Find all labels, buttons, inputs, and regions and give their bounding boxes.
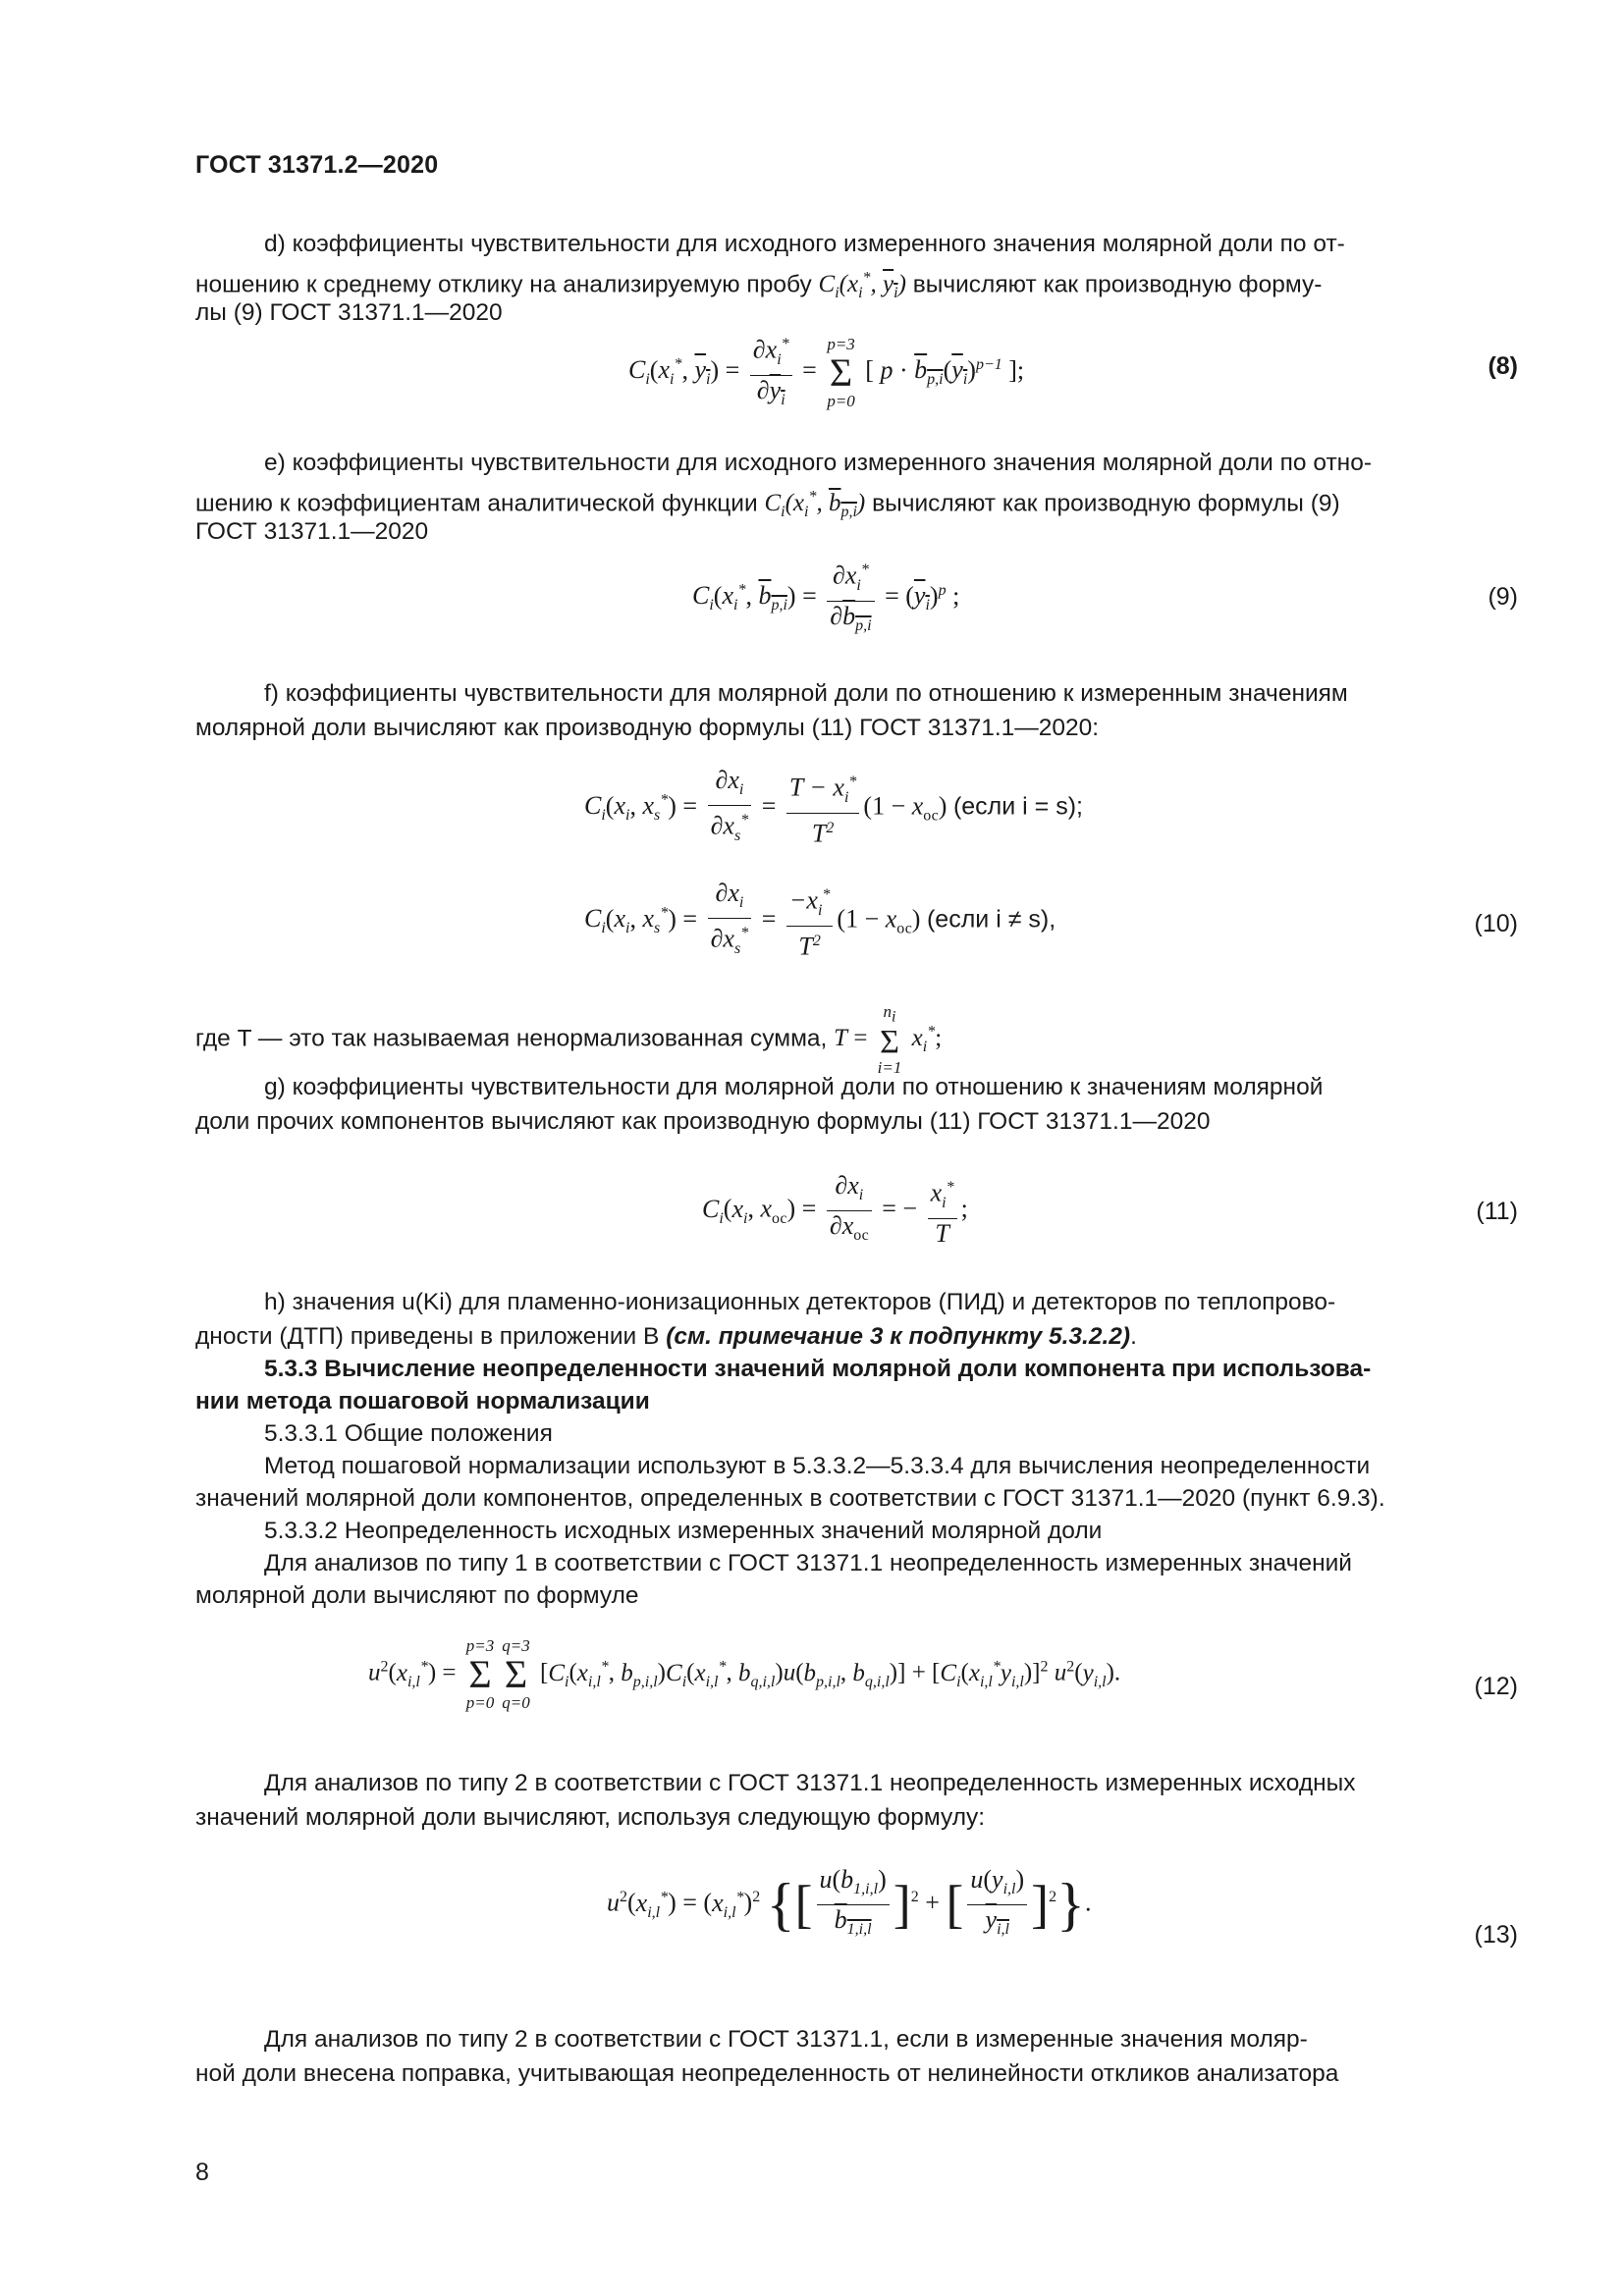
paragraph-method-line1: Метод пошаговой нормализации используют в 5.3.3.2—5.3.3.4 для вычисления неопределенности bbox=[264, 1453, 1371, 1479]
paragraph-d-line2: ношению к среднему отклику на анализируемую пробу $C_i(x_i^*$, $y_i$) вычисляют как производную форму- bbox=[195, 270, 1323, 302]
equation-13: $u^2(x_{i,l}^*) = (x_{i,l}^*)^2$ {[ $\frac{u(b_{1,i,l})}{b_{1,i,l}}$ ]$^2$ + [ $\frac{u(y_{i,l})}{y_{i,l}}$ ]$^2$}. bbox=[607, 1865, 1092, 1939]
paragraph-e-line1: e) коэффициенты чувствительности для исходного измеренного значения молярной доли по отно- bbox=[264, 450, 1372, 476]
section-title-5-3-3-1: 5.3.3.1 Общие положения bbox=[264, 1420, 553, 1447]
equation-number-11: (11) bbox=[1476, 1198, 1518, 1225]
paragraph-h-line2: дности (ДТП) приведены в приложении В (см. примечание 3 к подпункту 5.3.2.2). bbox=[195, 1323, 1137, 1350]
paragraph-g-line1: g) коэффициенты чувствительности для молярной доли по отношению к значениям молярной bbox=[264, 1074, 1324, 1100]
section-title-5-3-3-2: 5.3.3.2 Неопределенность исходных измеренных значений молярной доли bbox=[264, 1518, 1103, 1544]
paragraph-type1-line2: молярной доли вычисляют по формуле bbox=[195, 1582, 639, 1609]
paragraph-type2b-line1: Для анализов по типу 2 в соответствии с ГОСТ 31371.1, если в измеренные значения моляр- bbox=[264, 2026, 1308, 2053]
paragraph-d-line1: d) коэффициенты чувствительности для исходного измеренного значения молярной доли по от- bbox=[264, 231, 1345, 257]
equation-8: $C_i(x_i^*$, $y_i$) = $\frac{\partial x_i^*}{\partial y_i}$ = p=3 Σ p=0 [ $p \cdot b_{p,i}(y_i)^{p-1}$ ]; bbox=[628, 330, 1024, 415]
paragraph-e-line3: ГОСТ 31371.1—2020 bbox=[195, 518, 429, 545]
equation-12: $u^2(x_{i,l}^*)$ = p=3 Σ p=0 q=3 Σ q=0 [$C_i(x_{i,l}^*$, $b_{p,i,l})C_i(x_{i,l}^*$, $b_{q,i,l})u(b_{p,i,l}$, $b_{q,i,l})] + [C_i(x_{i,l}^*y_{i,l})]^2$ $u^2(y_{i,l})$. bbox=[368, 1636, 1121, 1712]
paragraph-type2b-line2: ной доли внесена поправка, учитывающая неопределенность от нелинейности откликов анализатора bbox=[195, 2060, 1339, 2087]
document-header: ГОСТ 31371.2—2020 bbox=[195, 151, 439, 179]
equation-11: $C_i(x_i$, $x_{ос}$) = $\frac{\partial x_i}{\partial x_{ос}}$ = − $\frac{x_i^*}{T}$ ; bbox=[702, 1171, 968, 1249]
paragraph-method-line2: значений молярной доли компонентов, определенных в соответствии с ГОСТ 31371.1—2020 (пункт 6.9.3). bbox=[195, 1485, 1385, 1512]
paragraph-d-line3: лы (9) ГОСТ 31371.1—2020 bbox=[195, 299, 503, 326]
paragraph-e-line2: шению к коэффициентам аналитической функции $C_i(x_i^*$, $b_{p,i}$) вычисляют как производную формулы (9) bbox=[195, 489, 1340, 521]
equation-10b: $C_i(x_i$, $x_s^*$) = $\frac{\partial x_i}{\partial x_s^*}$ = $\frac{-x_i^*}{T^2}$ $(1 - x_{ос})$ (если i ≠ s), bbox=[584, 879, 1056, 961]
equation-number-12: (12) bbox=[1474, 1673, 1518, 1700]
paragraph-where-T: где T — это так называемая ненормализованная сумма, T = $n_i$ Σ i=1 $x_i^*$; bbox=[195, 1002, 943, 1078]
inline-formula-d: $C_i(x_i^*$, $y_i$) bbox=[818, 270, 906, 302]
paragraph-f-line2: молярной доли вычисляют как производную формулы (11) ГОСТ 31371.1—2020: bbox=[195, 715, 1100, 741]
paragraph-f-line1: f) коэффициенты чувствительности для молярной доли по отношению к измеренным значениям bbox=[264, 680, 1348, 707]
equation-number-9: (9) bbox=[1488, 583, 1518, 611]
equation-number-13: (13) bbox=[1474, 1921, 1518, 1949]
section-title-5-3-3-line1: 5.3.3 Вычисление неопределенности значений молярной доли компонента при использова- bbox=[264, 1356, 1372, 1382]
page-number: 8 bbox=[195, 2159, 209, 2186]
equation-10a: $C_i(x_i$, $x_s^*$) = $\frac{\partial x_i}{\partial x_s^*}$ = $\frac{T - x_i^*}{T^2}$ $(1 - x_{ос})$ (если i = s); bbox=[584, 766, 1083, 848]
equation-number-8: (8) bbox=[1488, 352, 1518, 380]
paragraph-type1-line1: Для анализов по типу 1 в соответствии с ГОСТ 31371.1 неопределенность измеренных значений bbox=[264, 1550, 1352, 1576]
paragraph-type2-line1: Для анализов по типу 2 в соответствии с ГОСТ 31371.1 неопределенность измеренных исходных bbox=[264, 1770, 1356, 1796]
paragraph-type2-line2: значений молярной доли вычисляют, используя следующую формулу: bbox=[195, 1804, 986, 1831]
inline-formula-e: $C_i(x_i^*$, $b_{p,i}$) bbox=[764, 489, 866, 521]
equation-number-10: (10) bbox=[1474, 910, 1518, 937]
section-title-5-3-3-line2: нии метода пошаговой нормализации bbox=[195, 1388, 650, 1415]
equation-9: $C_i(x_i^*$, $b_{p,i}$) = $\frac{\partial x_i^*}{\partial b_{p,i}}$ = $(y_i)^p$ ; bbox=[692, 556, 959, 641]
paragraph-h-line1: h) значения u(Ki) для пламенно-ионизационных детекторов (ПИД) и детекторов по теплопрово- bbox=[264, 1289, 1336, 1315]
paragraph-g-line2: доли прочих компонентов вычисляют как производную формулы (11) ГОСТ 31371.1—2020 bbox=[195, 1108, 1211, 1135]
inline-formula-T: T = $n_i$ Σ i=1 $x_i^*$; bbox=[834, 1002, 943, 1078]
